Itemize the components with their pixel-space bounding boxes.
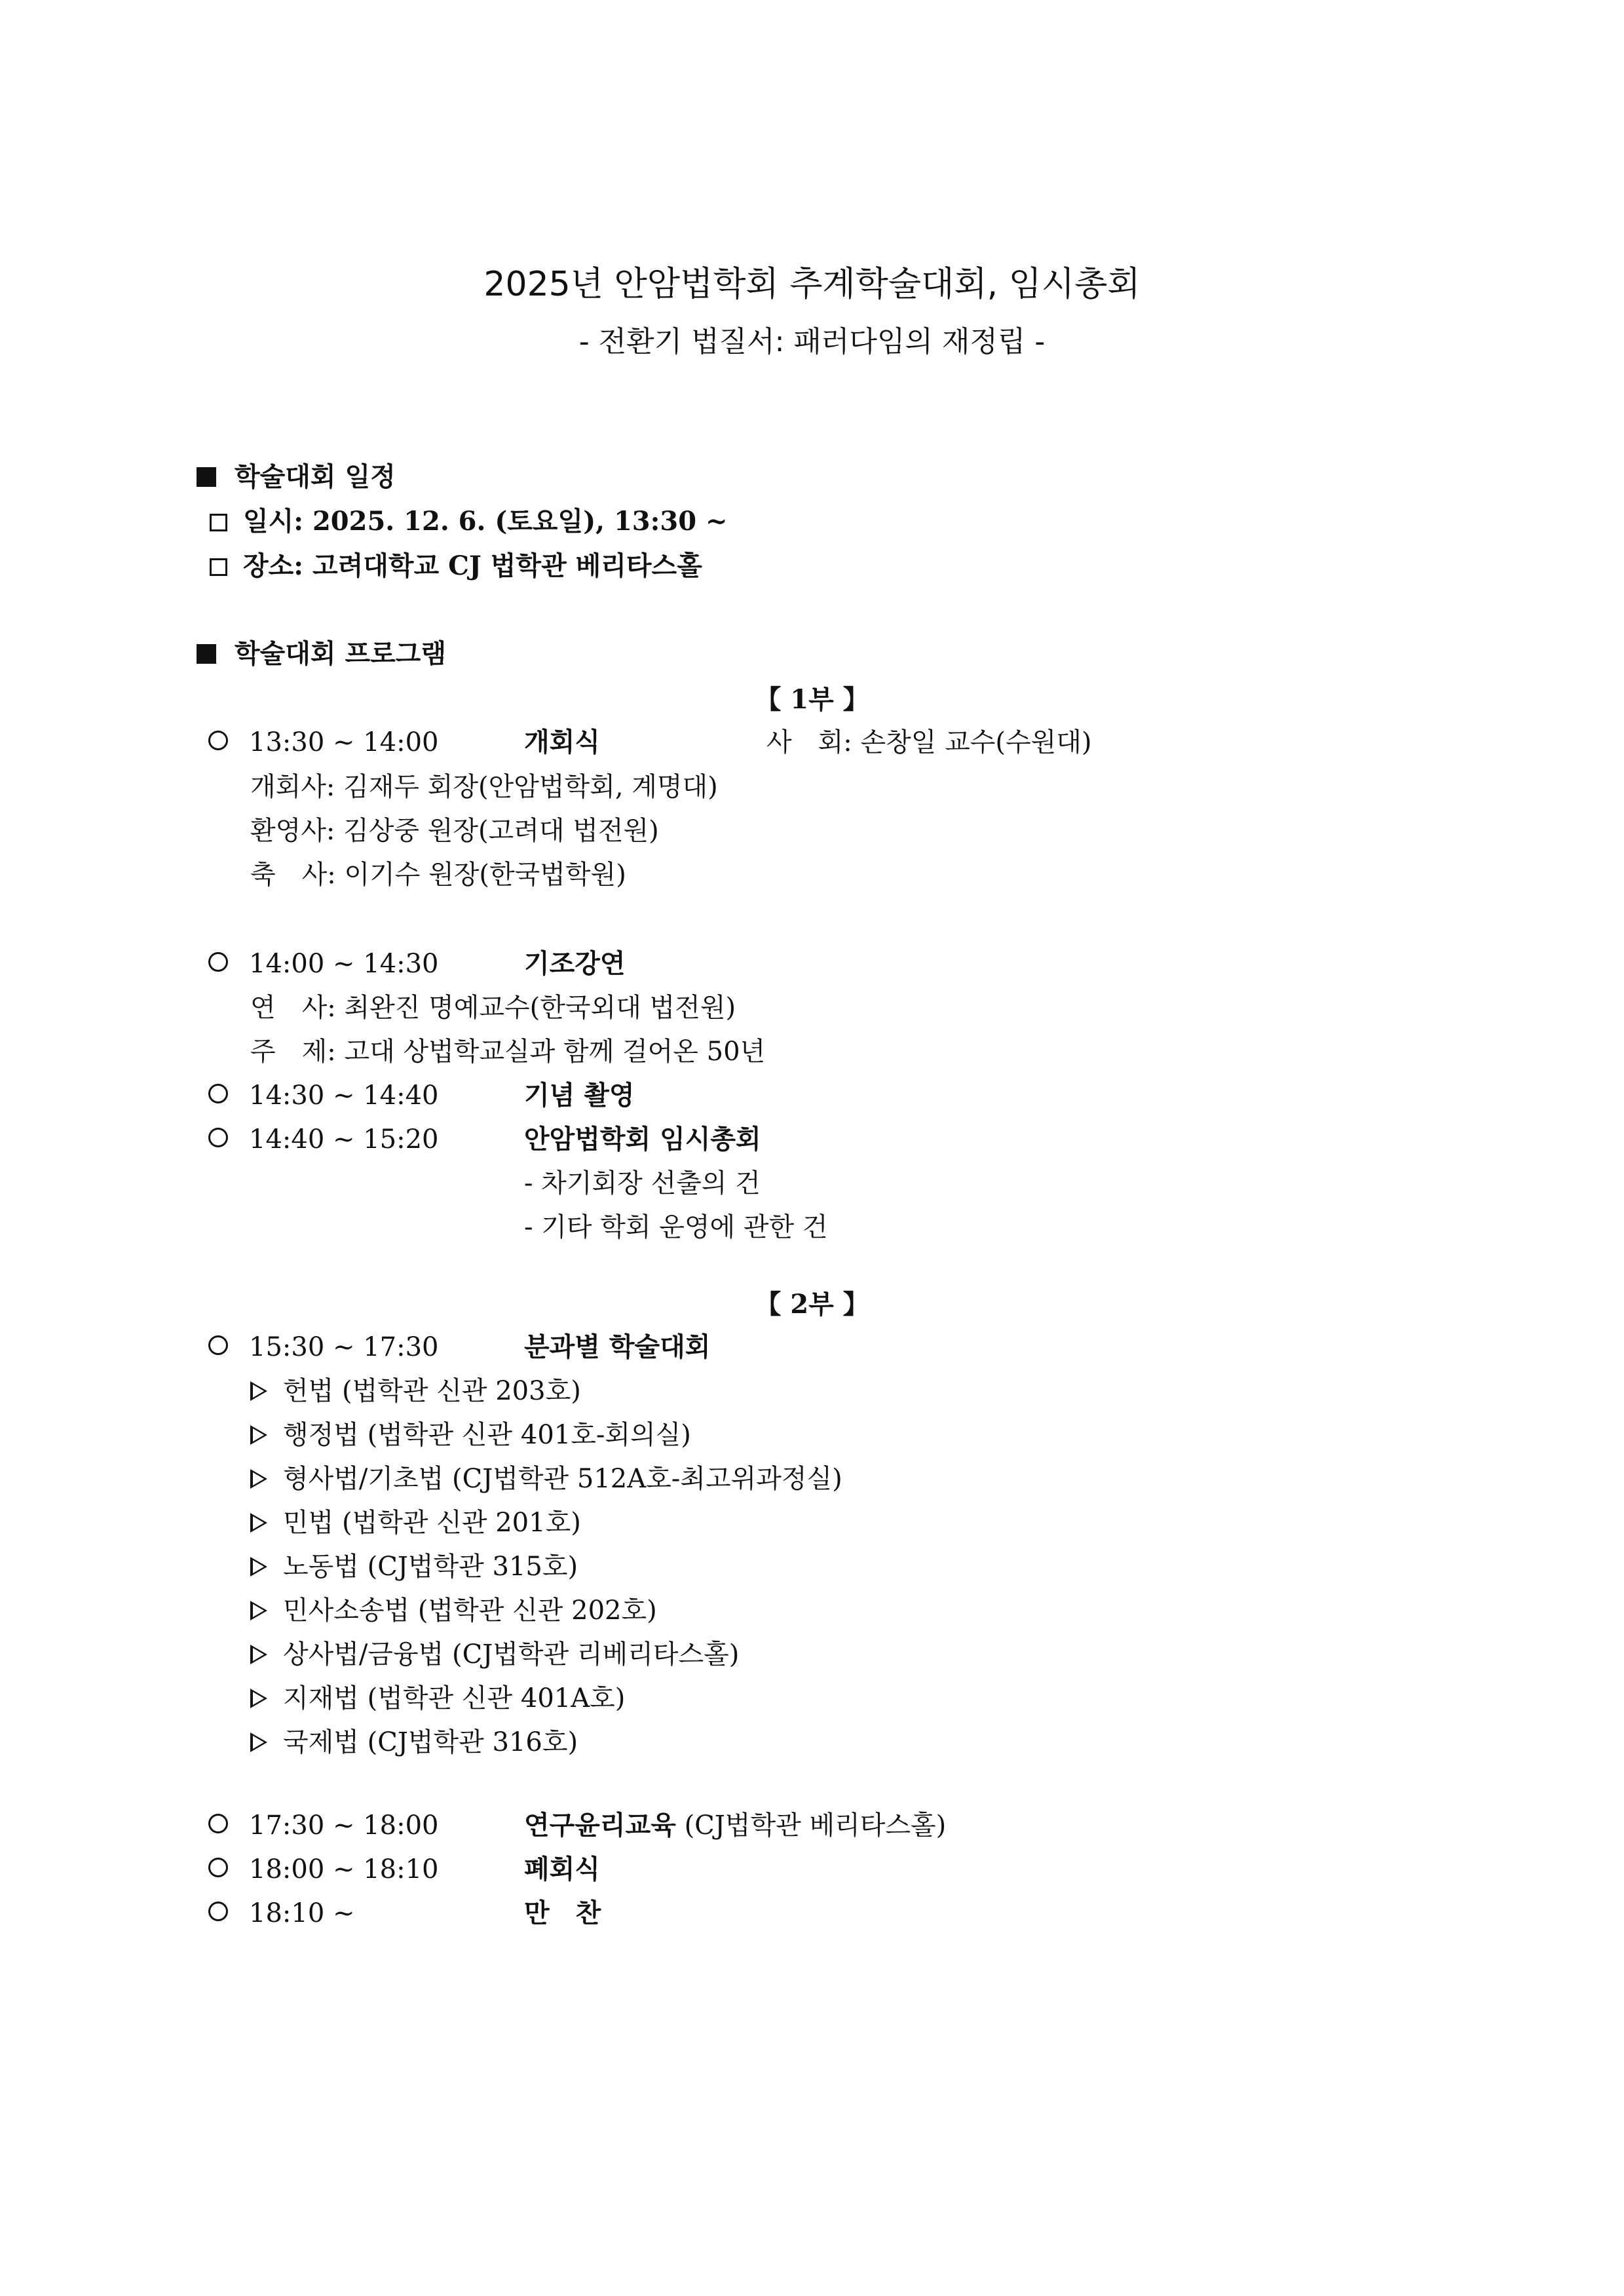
schedule-heading: 학술대회 일정 (235, 461, 396, 492)
session-item (250, 1592, 657, 1629)
triangle-bullet-icon (250, 1689, 267, 1708)
session-item-label: 헌법 (법학관 신관 203호) (283, 1376, 581, 1406)
triangle-bullet-icon (250, 1557, 267, 1577)
session-item-label: 민법 (법학관 신관 201호) (283, 1508, 581, 1538)
opening-line: 개회사: 김재두 회장(안암법학회, 계명대) (250, 772, 718, 802)
ethics-row (524, 1807, 946, 1844)
session-item (250, 1461, 842, 1497)
keynote-time: 14:00 ~ 14:30 (249, 949, 439, 979)
assembly-item: - 차기회장 선출의 건 (524, 1168, 761, 1198)
schedule-date-text: 일시: 2025. 12. 6. (토요일), 13:30 ~ (243, 506, 728, 537)
dinner-time: 18:10 ~ (249, 1898, 355, 1928)
assembly-item: - 기타 학회 운영에 관한 건 (524, 1212, 828, 1242)
circle-bullet-icon (208, 1335, 228, 1355)
session-item-label: 국제법 (CJ법학관 316호) (283, 1727, 578, 1757)
filled-square-icon (197, 644, 216, 664)
sessions-title: 분과별 학술대회 (524, 1331, 711, 1362)
assembly-title: 안암법학회 임시총회 (524, 1124, 761, 1155)
session-item (250, 1680, 625, 1717)
program-section (197, 636, 446, 672)
triangle-bullet-icon (250, 1381, 267, 1401)
part1-label: 【 1부 】 (755, 684, 869, 715)
ethics-title: 연구윤리교육 (524, 1810, 676, 1841)
closing-title: 폐회식 (524, 1854, 600, 1885)
circle-bullet-icon (208, 731, 228, 750)
circle-bullet-icon (208, 1084, 228, 1103)
schedule-date (210, 503, 728, 540)
circle-bullet-icon (208, 1902, 228, 1921)
session-item-label: 지재법 (법학관 신관 401A호) (283, 1683, 626, 1713)
triangle-bullet-icon (250, 1469, 267, 1489)
keynote-title: 기조강연 (524, 948, 626, 979)
opening-host: 사 회: 손창일 교수(수원대) (766, 727, 1092, 757)
session-item (250, 1548, 578, 1585)
page-subtitle: - 전환기 법질서: 패러다임의 재정립 - (578, 325, 1046, 358)
triangle-bullet-icon (250, 1601, 267, 1620)
keynote-line: 주 제: 고대 상법학교실과 함께 걸어온 50년 (250, 1037, 766, 1067)
session-item (250, 1724, 578, 1761)
session-item-label: 행정법 (법학관 신관 401호-회의실) (283, 1420, 691, 1450)
opening-title: 개회식 (524, 727, 600, 757)
session-item-label: 민사소송법 (법학관 신관 202호) (283, 1596, 657, 1626)
empty-square-icon (210, 514, 227, 531)
photo-time: 14:30 ~ 14:40 (249, 1081, 439, 1111)
session-item (250, 1417, 691, 1453)
photo-title: 기념 촬영 (524, 1080, 635, 1111)
keynote-line: 연 사: 최완진 명예교수(한국외대 법전원) (250, 993, 736, 1023)
schedule-place (210, 548, 702, 584)
triangle-bullet-icon (250, 1425, 267, 1445)
session-item-label: 노동법 (CJ법학관 315호) (283, 1552, 578, 1582)
session-item-label: 형사법/기초법 (CJ법학관 512A호-최고위과정실) (283, 1464, 842, 1494)
opening-line: 축 사: 이기수 원장(한국법학원) (250, 860, 626, 890)
schedule-section (197, 459, 396, 495)
filled-square-icon (197, 467, 216, 487)
ethics-time: 17:30 ~ 18:00 (249, 1810, 439, 1841)
closing-time: 18:00 ~ 18:10 (249, 1854, 439, 1885)
triangle-bullet-icon (250, 1732, 267, 1752)
session-item (250, 1636, 739, 1673)
session-item (250, 1373, 581, 1409)
dinner-title: 만 찬 (524, 1898, 601, 1928)
empty-square-icon (210, 558, 227, 576)
session-item (250, 1504, 581, 1541)
opening-time: 13:30 ~ 14:00 (249, 727, 439, 757)
assembly-time: 14:40 ~ 15:20 (249, 1124, 439, 1155)
opening-line: 환영사: 김상중 원장(고려대 법전원) (250, 816, 659, 846)
part2-label: 【 2부 】 (755, 1289, 869, 1320)
triangle-bullet-icon (250, 1645, 267, 1664)
session-item-label: 상사법/금융법 (CJ법학관 리베리타스홀) (283, 1639, 740, 1670)
circle-bullet-icon (208, 1814, 228, 1833)
sessions-time: 15:30 ~ 17:30 (249, 1332, 439, 1362)
page-title: 2025년 안암법학회 추계학술대회, 임시총회 (483, 265, 1141, 304)
schedule-place-text: 장소: 고려대학교 CJ 법학관 베리타스홀 (243, 550, 702, 581)
triangle-bullet-icon (250, 1513, 267, 1533)
program-heading: 학술대회 프로그램 (235, 638, 447, 669)
circle-bullet-icon (208, 952, 228, 972)
circle-bullet-icon (208, 1858, 228, 1877)
ethics-place: (CJ법학관 베리타스홀) (684, 1810, 947, 1841)
circle-bullet-icon (208, 1128, 228, 1147)
